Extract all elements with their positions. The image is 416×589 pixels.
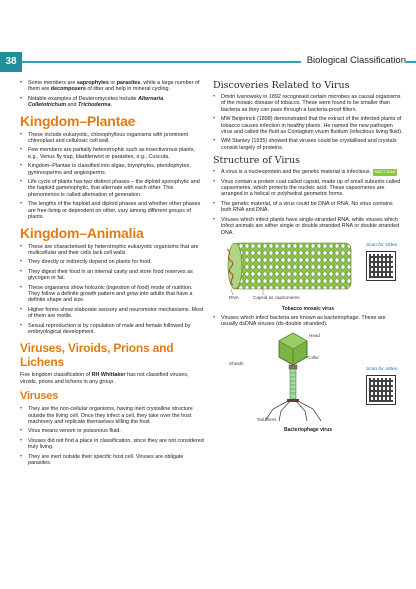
- right-column: [213, 80, 403, 433]
- heading-viruses-viroids-prions-lichens: Viruses, Viroids, Prions and Lichens: [20, 341, 174, 370]
- list-item: • Virus means venom or poisonous fluid.: [20, 428, 204, 434]
- neet-badge: NEET 2018: [374, 169, 396, 175]
- list-item: • The genetic material, of a virus could be DNA or RNA. No virus contains both RNA and DNA.: [213, 201, 403, 214]
- list-item: • They are inert outside their specific host cell. Viruses are obligate parasites.: [20, 454, 204, 467]
- list-item: • MW Beijerinck (1898) demonstrated that the extract of the infected plants of tobacco causes infection in healthy plants. He named the new pathogen virus and called the fluid as Contagium vivum fluidum (infectious living fluid).: [213, 116, 403, 135]
- deuteromycetes-list: [20, 80, 204, 109]
- list-item: • Life cycle of plants has two distinct phases – the diploid sporophytic and the haploid gametophytic, that alternate with each other. This phenomenon is called alternation of generation.: [20, 179, 204, 198]
- section-title: Biological Classification: [301, 55, 406, 66]
- scan-for-video-label: Scan for Video: [366, 366, 398, 372]
- bacteriophage-caption: Bacteriophage virus: [283, 426, 333, 433]
- discoveries-list: [213, 94, 403, 151]
- list-item: • Kingdom–Plantae is classified into algae, bryophytes, pteridophytes, gymnosperms and angiosperms.: [20, 163, 204, 176]
- qr-code-bacteriophage[interactable]: [366, 375, 396, 405]
- page-header: [0, 52, 416, 72]
- tail-fibres-label: Tail fibres: [257, 416, 277, 422]
- list-item: • These organisms show holozoic (ingestion of food) mode of nutrition. They follow a definite growth pattern and grow into adults that have a definite shape and size.: [20, 285, 204, 304]
- tobacco-mosaic-virus-illustration: [223, 239, 363, 297]
- page-number: 38: [0, 52, 22, 72]
- list-item: • Viruses which infect plants have single-stranded RNA, while viruses which infect animals are either single or double stranded RNA or double stranded DNA.: [213, 217, 403, 236]
- rna-label: RNA: [229, 294, 239, 300]
- list-item: • They digest their food in an internal cavity and store food reserves as glycogen or fat.: [20, 269, 204, 282]
- list-item: • The lengths of the haploid and diploid phases and whether other phases are free-living or dependent on other, vary among different groups of plants.: [20, 201, 204, 220]
- sheath-label: Sheath: [229, 360, 244, 366]
- list-item: • Viruses which infect bacteria are known as bacteriophage. These are usually dsDNA viruses (ds-double stranded).: [213, 315, 403, 328]
- list-item: • A virus is a nucleoprotein and the genetic material is infectious. NEET 2018: [213, 169, 403, 175]
- capsid-label: Capsid as capsomeres: [253, 294, 300, 300]
- plantae-list: [20, 132, 204, 221]
- heading-kingdom-plantae: Kingdom–Plantae: [20, 112, 136, 129]
- bacteriophage-list: [213, 315, 403, 328]
- bacteriophage-figure: [213, 331, 403, 427]
- list-item: • They directly or indirectly depend on plants for food.: [20, 259, 204, 265]
- animalia-list: [20, 244, 204, 336]
- list-item: • Viruses did not find a place in classification, since they are not considered truly living.: [20, 438, 204, 451]
- heading-kingdom-animalia: Kingdom–Animalia: [20, 224, 144, 241]
- bacteriophage-illustration: [243, 331, 353, 423]
- list-item: • Few members are partially heterotrophic such as insectivorous plants, e.g., Venus fly trap, bladderwort or parasites, e.g., Cuscuta.: [20, 147, 204, 160]
- tmv-figure: [213, 239, 403, 305]
- viruses-list: [20, 406, 204, 466]
- collar-label: Collar: [307, 354, 319, 360]
- tmv-caption: Tobacco mosaic virus: [281, 305, 335, 312]
- list-item: • Sexual reproduction is by copulation of male and female followed by embryological development.: [20, 323, 204, 336]
- list-item: • They are the non-cellular organisms, having inert crystalline structure outside the living cell. Once they infect a cell, they take over the host machinery and replicate themselves killing the host.: [20, 406, 204, 425]
- heading-viruses: Viruses: [20, 390, 59, 403]
- list-item: • Some members are saprophytes or parasites, while a large number of them are decomposers of litter and help in mineral cycling.: [20, 80, 204, 93]
- head-label: Head: [309, 332, 320, 338]
- list-item: • Dmitri Ivanowsky in 1892 recognised certain microbes as causal organisms of the mosaic disease of tobacco. These were found to be smaller than bacteria as they can pass through a bacteria-proof filters.: [213, 94, 403, 113]
- list-item: • Notable examples of Deuteromycetes include Alternaria, Colletotrichum and Trichoderma.: [20, 96, 204, 109]
- left-column: [20, 80, 204, 469]
- structure-list: [213, 169, 403, 236]
- list-item: • These include eukaryotic, chlorophyllous organisms with prominent chloroplast and cellulosic cell wall.: [20, 132, 204, 145]
- list-item: • Higher forms show elaborate sensory and neuromotor mechanisms. Most of them are motile.: [20, 307, 204, 320]
- qr-code-tmv[interactable]: [366, 251, 396, 281]
- list-item: • These are characterised by heterotrophic eukaryotic organisms that are multicellular and their cells lack cell walls.: [20, 244, 204, 257]
- heading-structure: Structure of Virus: [213, 155, 300, 167]
- list-item: • WM Stanley (1935) showed that viruses could be crystallised and crystals consist largely of proteins.: [213, 138, 403, 151]
- scan-for-video-label: Scan for Video: [366, 242, 398, 248]
- vvpl-intro: Five kingdom classification of RH Whittaker has not classified viruses, viroids, prions and lichens in any group.: [20, 372, 189, 385]
- list-item: • Virus contain a protein coat called capsid, made up of small subunits called capsomeres, which protects the nucleic acid. These capsomeres are arranged in a helical or polyhedral geometric forms.: [213, 179, 403, 198]
- heading-discoveries: Discoveries Related to Virus: [213, 80, 350, 91]
